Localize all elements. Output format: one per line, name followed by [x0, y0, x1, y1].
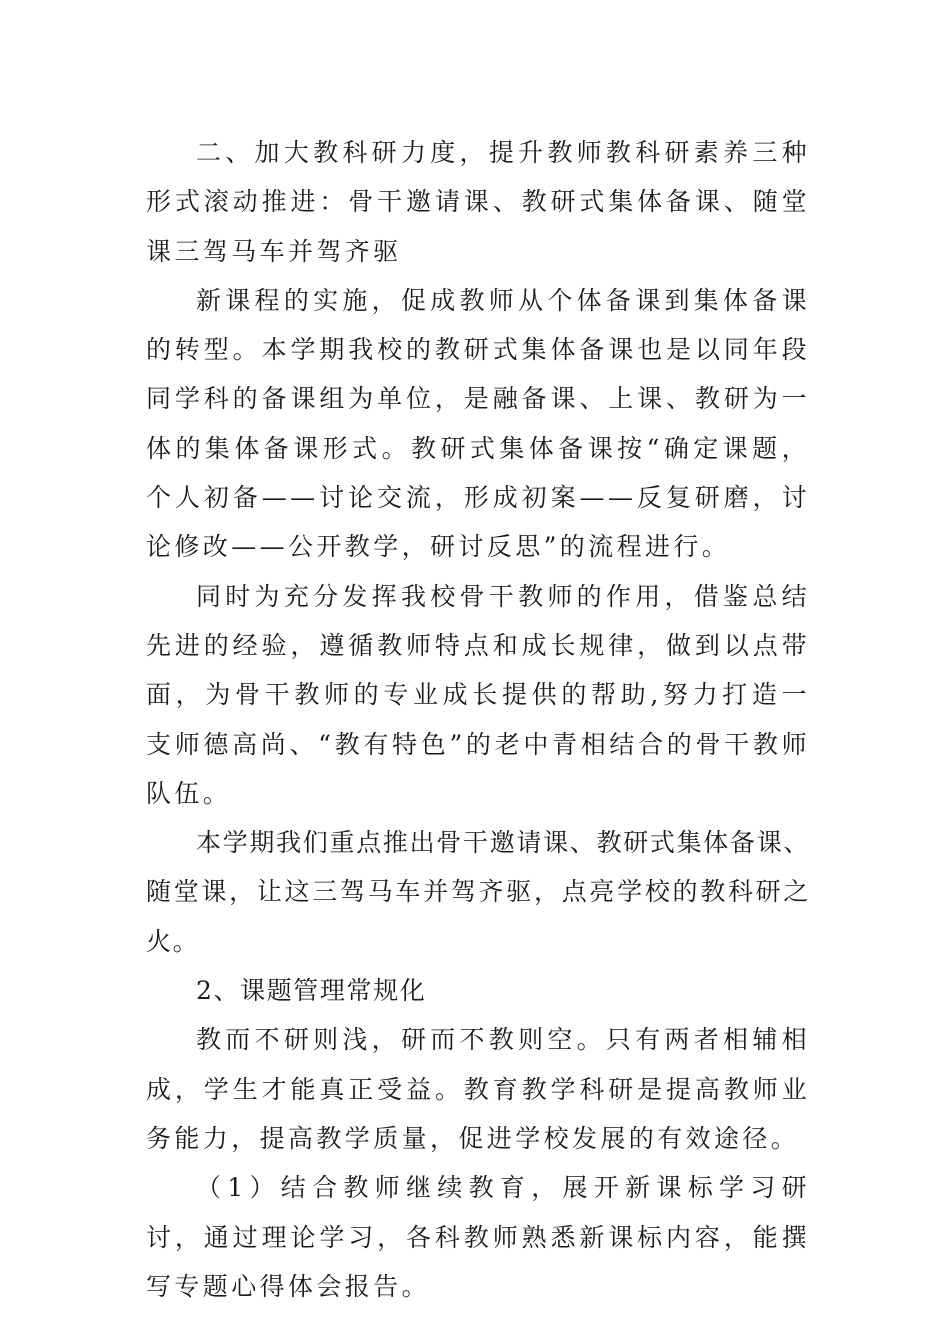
document-body [146, 128, 810, 1311]
subsection-heading: 2、课题管理常规化 [196, 976, 427, 1006]
list-item-paragraph: （1）结合教师继续教育，展开新课标学习研讨，通过理论学习，各科教师熟悉新课标内容，能撰写专题心得体会报告。 [146, 1173, 810, 1301]
body-paragraph: 本学期我们重点推出骨干邀请课、教研式集体备课、随堂课，让这三驾马车并驾齐驱，点亮学校的教科研之火。 [146, 828, 810, 956]
body-paragraph: 新课程的实施，促成教师从个体备课到集体备课的转型。本学期我校的教研式集体备课也是以同年段同学科的备课组为单位，是融备课、上课、教研为一体的集体备课形式。教研式集体备课按“确定课题，个人初备——讨论交流，形成初案——反复研磨，讨论修改——公开教学，研讨反思”的流程进行。 [146, 285, 810, 562]
section-heading-paragraph: 二、加大教科研力度，提升教师教科研素养三种形式滚动推进：骨干邀请课、教研式集体备课、随堂课三驾马车并驾齐驱 [146, 138, 810, 266]
body-paragraph: 同时为充分发挥我校骨干教师的作用，借鉴总结先进的经验，遵循教师特点和成长规律，做到以点带面，为骨干教师的专业成长提供的帮助,努力打造一支师德高尚、“教有特色”的老中青相结合的骨干教师队伍。 [146, 581, 810, 808]
body-paragraph: 教而不研则浅，研而不教则空。只有两者相辅相成，学生才能真正受益。教育教学科研是提高教师业务能力，提高教学质量，促进学校发展的有效途径。 [146, 1025, 810, 1153]
